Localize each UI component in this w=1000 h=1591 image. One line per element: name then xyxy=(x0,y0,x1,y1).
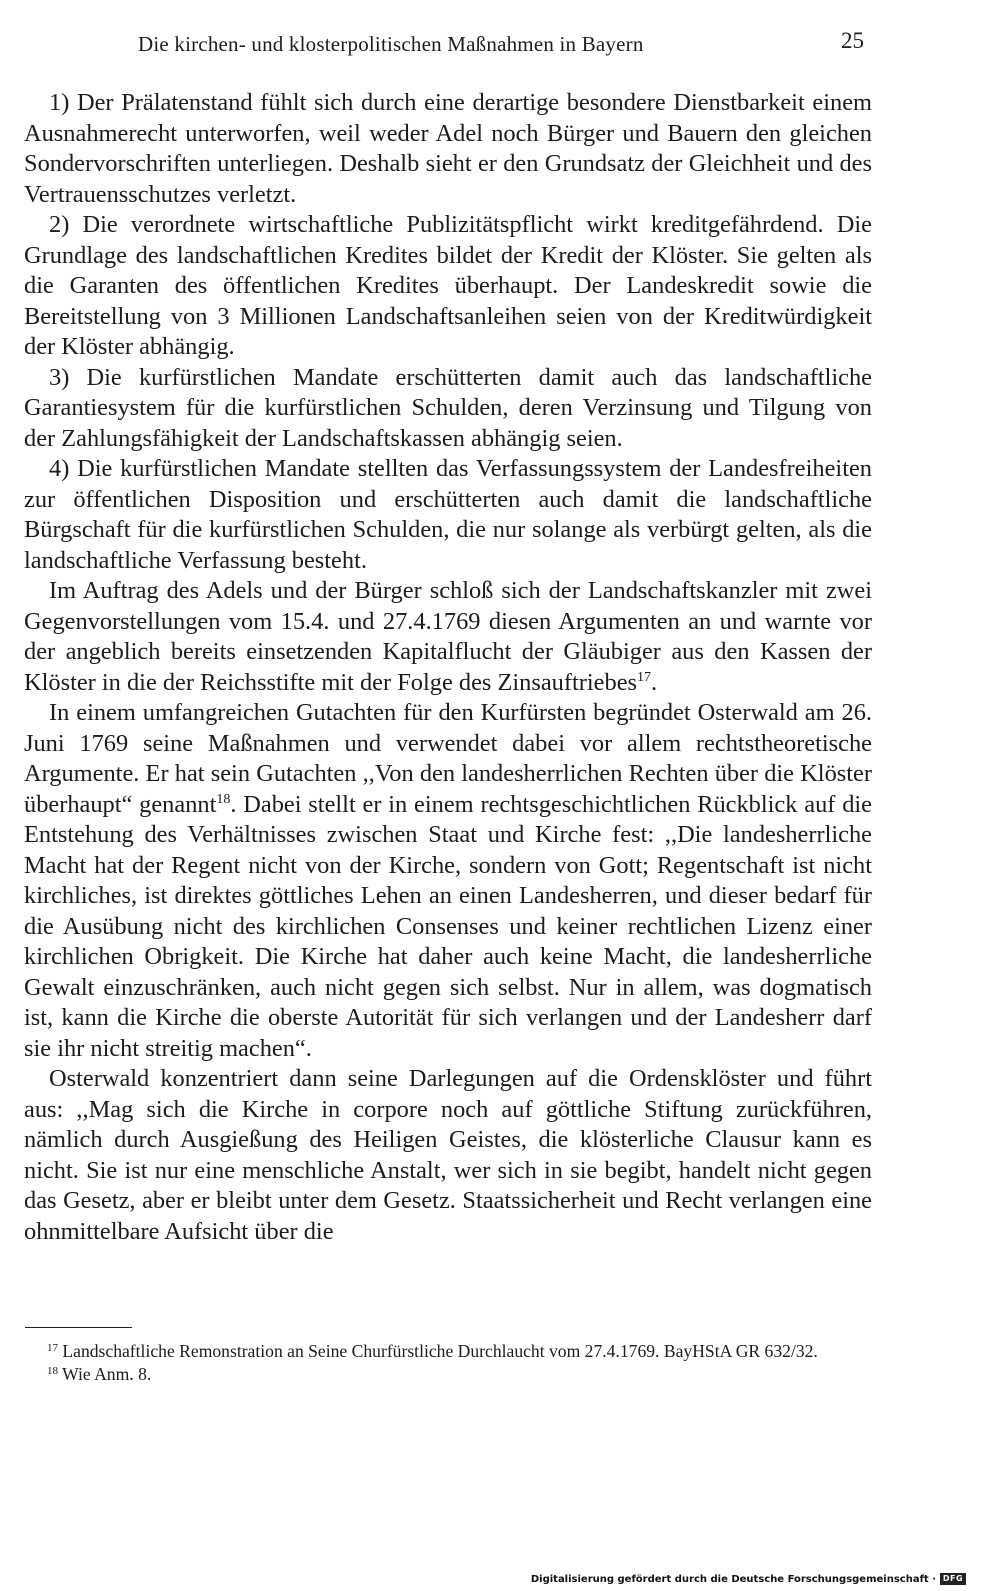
footnote-ref-17[interactable]: 17 xyxy=(637,669,652,685)
paragraph-2: 2) Die verordnete wirtschaftliche Publizitätspflicht wirkt kreditgefährdend. Die Grundlage des landschaftlichen Kredites bildet der Kredit der Klöster. Sie gelten als die Garanten des öffentlichen Kredites überhaupt. Der Landeskredit sowie die Bereitstellung von 3 Millionen Landschaftsanleihen seien von der Kreditwürdigkeit der Klöster abhängig. xyxy=(24,211,872,360)
paragraph-3: 3) Die kurfürstlichen Mandate erschütterten damit auch das landschaftliche Garantiesystem für die kurfürstlichen Schulden, deren Verzinsung und Tilgung von der Zahlungsfähigkeit der Landschaftskassen abhängig seien. xyxy=(24,363,872,452)
footnote-ref-18[interactable]: 18 xyxy=(216,791,231,807)
paragraph-5-text: Im Auftrag des Adels und der Bürger schloß sich der Landschaftskanzler mit zwei Gegenvorstellungen vom 15.4. und 27.4.1769 diesen Argumenten an und warnte vor der angeblich bereits einsetzenden Kapitalflucht der Gläubiger aus den Kassen der Klöster in die der Reichsstifte mit der Folge des Zinsauftriebes xyxy=(24,577,872,696)
footnotes xyxy=(25,1340,871,1386)
page-number: 25 xyxy=(841,28,864,53)
footnote-mark-17: 17 xyxy=(47,1342,58,1354)
footnote-18-text: Wie Anm. 8. xyxy=(58,1364,152,1384)
paragraph-5-end: . xyxy=(651,668,658,696)
dfg-logo-icon: DFG xyxy=(940,1573,966,1585)
footnote-17-text: Landschaftliche Remonstration an Seine Churfürstliche Durchlaucht vom 27.4.1769. BayHStA GR 632/32. xyxy=(58,1341,818,1361)
footnote-divider xyxy=(25,1327,132,1328)
paragraph-6-text-a: In einem umfangreichen Gutachten für den Kurfürsten begründet Osterwald am 26. Juni 1769 seine Maßnahmen und verwendet dabei vor allem rechtstheoretische Argumente. Er hat sein Gutachten ,,Von den landesherrlichen Rechten über die Klöster überhaupt“ genannt xyxy=(24,699,872,818)
running-header xyxy=(138,28,864,64)
digitization-credit xyxy=(531,1571,966,1587)
credit-text: Digitalisierung gefördert durch die Deutsche Forschungsgemeinschaft · xyxy=(530,1573,936,1585)
paragraph-6 xyxy=(24,698,872,1064)
body-text xyxy=(24,88,872,1247)
footnote-17 xyxy=(25,1340,871,1363)
footnote-mark-18: 18 xyxy=(47,1365,58,1377)
running-title: Die kirchen- und klosterpolitischen Maßnahmen in Bayern xyxy=(138,32,644,56)
footnote-18 xyxy=(25,1363,871,1386)
paragraph-6-text-b: . Dabei stellt er in einem rechtsgeschichtlichen Rückblick auf die Entstehung des Verhältnisses zwischen Staat und Kirche fest: ,,Die landesherrliche Macht hat der Regent nicht von der Kirche, sondern von Gott; Regentschaft ist nicht kirchliches, ist direktes göttliches Lehen an einen Landesherren, und dieser bedarf für die Ausübung nicht des kirchlichen Consenses und keiner rechtlichen Lizenz einer kirchlichen Obrigkeit. Die Kirche hat daher auch keine Macht, die landesherrliche Gewalt einzuschränken, auch nicht gegen sich selbst. Nur in allem, was dogmatisch ist, kann die Kirche die oberste Autorität für sich verlangen und der Landesherr darf sie ihr nicht streitig machen“. xyxy=(24,790,872,1062)
paragraph-7: Osterwald konzentriert dann seine Darlegungen auf die Ordensklöster und führt aus: ,,Mag sich die Kirche in corpore noch auf göttliche Stiftung zurückführen, nämlich durch Ausgießung des Heiligen Geistes, die klösterliche Clausur kann es nicht. Sie ist nur eine menschliche Anstalt, wer sich in sie begibt, handelt nicht gegen das Gesetz, aber er bleibt unter dem Gesetz. Staatssicherheit und Recht verlangen eine ohnmittelbare Aufsicht über die xyxy=(24,1065,872,1245)
paragraph-5 xyxy=(24,576,872,698)
paragraph-4: 4) Die kurfürstlichen Mandate stellten das Verfassungssystem der Landesfreiheiten zur öffentlichen Disposition und erschütterten auch damit die landschaftliche Bürgschaft für die kurfürstlichen Schulden, die nur solange als verbürgt gelten, als die landschaftliche Verfassung besteht. xyxy=(24,455,872,574)
paragraph-1: 1) Der Prälatenstand fühlt sich durch eine derartige besondere Dienstbarkeit einem Ausnahmerecht unterworfen, weil weder Adel noch Bürger und Bauern den gleichen Sondervorschriften unterliegen. Deshalb sieht er den Grundsatz der Gleichheit und des Vertrauensschutzes verletzt. xyxy=(24,89,872,208)
